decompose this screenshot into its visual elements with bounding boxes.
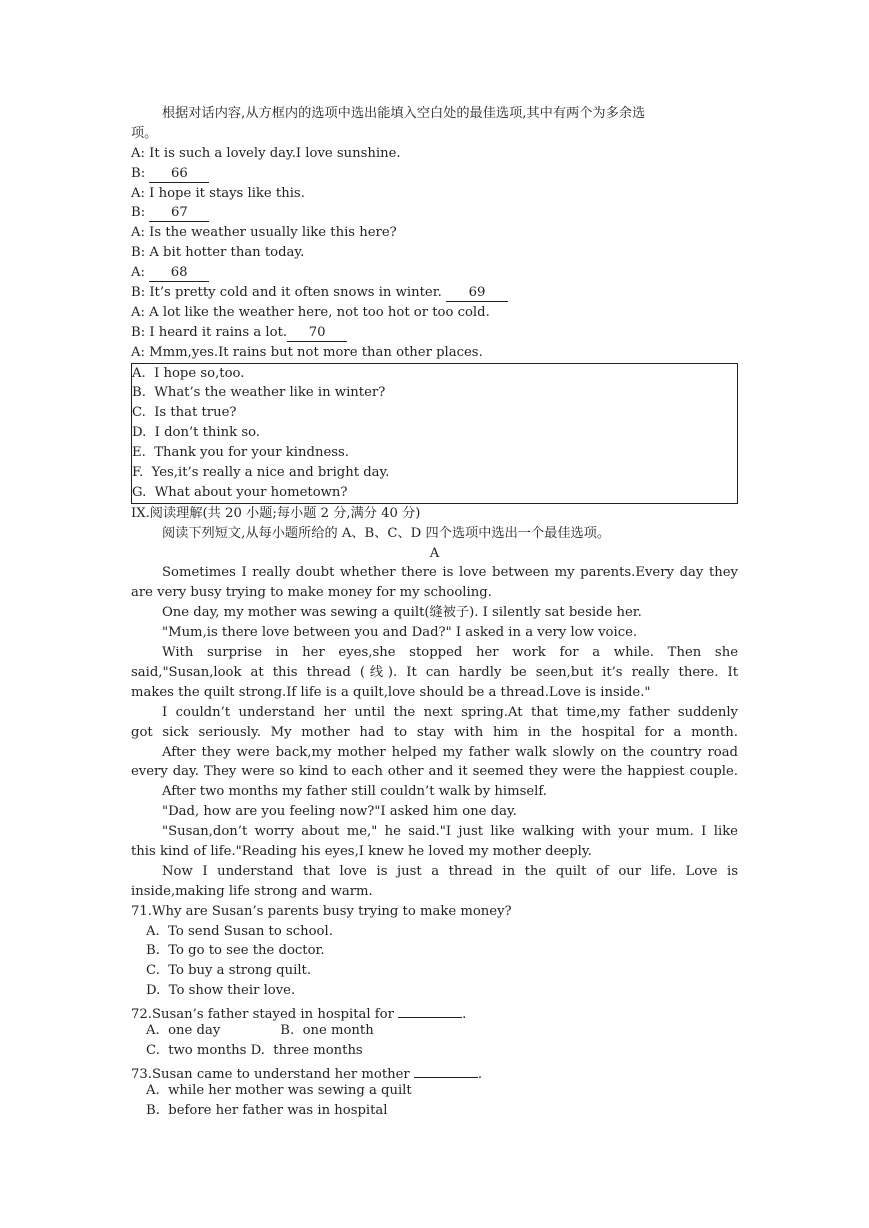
dialogue-line <box>131 144 738 164</box>
dialogue-line <box>131 184 738 204</box>
question-73-stem-end: . <box>477 1066 483 1081</box>
exam-page <box>131 104 738 1120</box>
dialogue-text: A lot like the weather here, not too hot or too cold. <box>149 304 490 320</box>
dialogue-instruction-line1: 根据对话内容,从方框内的选项中选出能填入空白处的最佳选项,其中有两个为多余选 <box>162 106 646 121</box>
speaker-label: A: <box>131 225 150 241</box>
speaker-label: A: <box>131 145 150 161</box>
speaker-label: B: <box>131 245 150 261</box>
passage-line: After they were back,my mother helped my father walk slowly on the country road <box>162 744 738 760</box>
question-72-stem-end: . <box>462 1007 467 1021</box>
option-item: G. What about your hometown? <box>132 484 348 500</box>
option-item: A. I hope so,too. <box>132 365 245 381</box>
speaker-label: A: <box>131 304 150 320</box>
dialogue-line <box>131 164 738 184</box>
option-item: E. Thank you for your kindness. <box>132 445 349 461</box>
question-72-option-c[interactable]: C. two months <box>146 1042 247 1058</box>
passage-label: A <box>429 545 440 561</box>
speaker-label: A: <box>131 185 150 201</box>
passage-line: "Dad, how are you feeling now?"I asked him one day. <box>162 804 517 820</box>
option-item: D. I don’t think so. <box>132 425 260 441</box>
dialogue-text: I heard it rains a lot. <box>149 324 288 340</box>
passage-line: makes the quilt strong.If life is a quilt,love should be a thread.Love is inside." <box>131 684 651 700</box>
reading-instruction: 阅读下列短文,从每小题所给的 A、B、C、D 四个选项中选出一个最佳选项。 <box>162 525 611 541</box>
question-71-option-b[interactable]: B. To go to see the doctor. <box>146 943 325 959</box>
passage-line: Sometimes I really doubt whether there is love between my parents.Every day they <box>162 565 738 581</box>
speaker-label: A: <box>131 344 150 360</box>
question-73-option-a[interactable]: A. while her mother was sewing a quilt <box>146 1082 412 1098</box>
question-73-stem: 73.Susan came to understand her mother <box>131 1066 414 1081</box>
question-72-option-d[interactable]: D. three months <box>250 1042 363 1058</box>
passage-line: "Mum,is there love between you and Dad?" I asked in a very low voice. <box>162 625 638 641</box>
passage-line: One day, my mother was sewing a quilt(缝被子). I silently sat beside her. <box>162 605 642 621</box>
passage-line: got sick seriously. My mother had to stay with him in the hospital for a month. <box>131 724 738 740</box>
dialogue-line <box>131 343 738 363</box>
speaker-label: A: <box>131 265 150 281</box>
option-item: B. What’s the weather like in winter? <box>132 385 386 401</box>
reading-section-heading: IX.阅读理解(共 20 小题;每小题 2 分,满分 40 分) <box>131 505 421 521</box>
options-box <box>131 363 738 504</box>
dialogue-line <box>131 323 738 343</box>
passage-line: are very busy trying to make money for my schooling. <box>131 585 492 601</box>
question-71-option-d[interactable]: D. To show their love. <box>146 983 296 999</box>
option-item: F. Yes,it’s really a nice and bright day. <box>132 465 390 481</box>
answer-blank-69: 69 <box>446 285 508 302</box>
passage-line: this kind of life."Reading his eyes,I knew he loved my mother deeply. <box>131 843 592 859</box>
question-71-option-c[interactable]: C. To buy a strong quilt. <box>146 963 312 979</box>
speaker-label: B: <box>131 205 150 221</box>
dialogue-text: It is such a lovely day.I love sunshine. <box>149 145 401 161</box>
passage-body <box>131 563 738 901</box>
question-72-option-b[interactable]: B. one month <box>280 1022 374 1038</box>
dialogue-line <box>131 263 738 283</box>
question-73-stem-line <box>131 1061 738 1081</box>
dialogue-line <box>131 223 738 243</box>
answer-blank-66: 66 <box>149 166 209 183</box>
dialogue-instruction-line2: 项。 <box>131 125 158 141</box>
dialogue-text: Mmm,yes.It rains but not more than other places. <box>149 344 483 360</box>
dialogue-text: I hope it stays like this. <box>149 185 305 201</box>
dialogue-text: Is the weather usually like this here? <box>149 225 397 241</box>
passage-line: I couldn’t understand her until the next spring.At that time,my father suddenly <box>162 704 738 720</box>
dialogue-text: It’s pretty cold and it often snows in winter. <box>149 285 446 301</box>
passage-line: After two months my father still couldn’t walk by himself. <box>162 784 547 800</box>
dialogue-line <box>131 303 738 323</box>
passage-line: With surprise in her eyes,she stopped her work for a while. Then she <box>162 645 738 661</box>
answer-blank-68: 68 <box>149 265 209 282</box>
passage-line: every day. They were so kind to each other and it seemed they were the happiest couple. <box>131 764 738 780</box>
speaker-label: B: <box>131 324 150 340</box>
passage-line: Now I understand that love is just a thread in the quilt of our life. Love is <box>162 863 738 879</box>
option-item: C. Is that true? <box>132 405 237 421</box>
question-72-options-row1 <box>131 1021 738 1041</box>
question-72-stem-line <box>131 1001 738 1021</box>
speaker-label: B: <box>131 285 150 301</box>
passage-line: said,"Susan,look at this thread (线). It can hardly be seen,but it’s really there. It <box>131 664 738 680</box>
question-72-options-row2 <box>131 1041 738 1061</box>
question-71-option-a[interactable]: A. To send Susan to school. <box>146 923 333 939</box>
question-72-stem: 72.Susan’s father stayed in hospital for <box>131 1007 399 1021</box>
dialogue-line <box>131 203 738 223</box>
dialogue-line <box>131 283 738 303</box>
answer-blank-72 <box>398 1001 462 1018</box>
question-72-option-a[interactable]: A. one day <box>146 1022 221 1038</box>
speaker-label: B: <box>131 165 150 181</box>
passage-line: "Susan,don’t worry about me," he said."I just like walking with your mum. I like <box>162 824 738 840</box>
answer-blank-73 <box>414 1061 478 1078</box>
dialogue-line <box>131 243 738 263</box>
answer-blank-67: 67 <box>149 205 209 222</box>
answer-blank-70: 70 <box>287 325 347 342</box>
question-73-option-b[interactable]: B. before her father was in hospital <box>146 1102 388 1118</box>
dialogue-text: A bit hotter than today. <box>149 245 305 261</box>
question-71-stem: 71.Why are Susan’s parents busy trying to make money? <box>131 903 512 919</box>
passage-line: inside,making life strong and warm. <box>131 883 373 899</box>
